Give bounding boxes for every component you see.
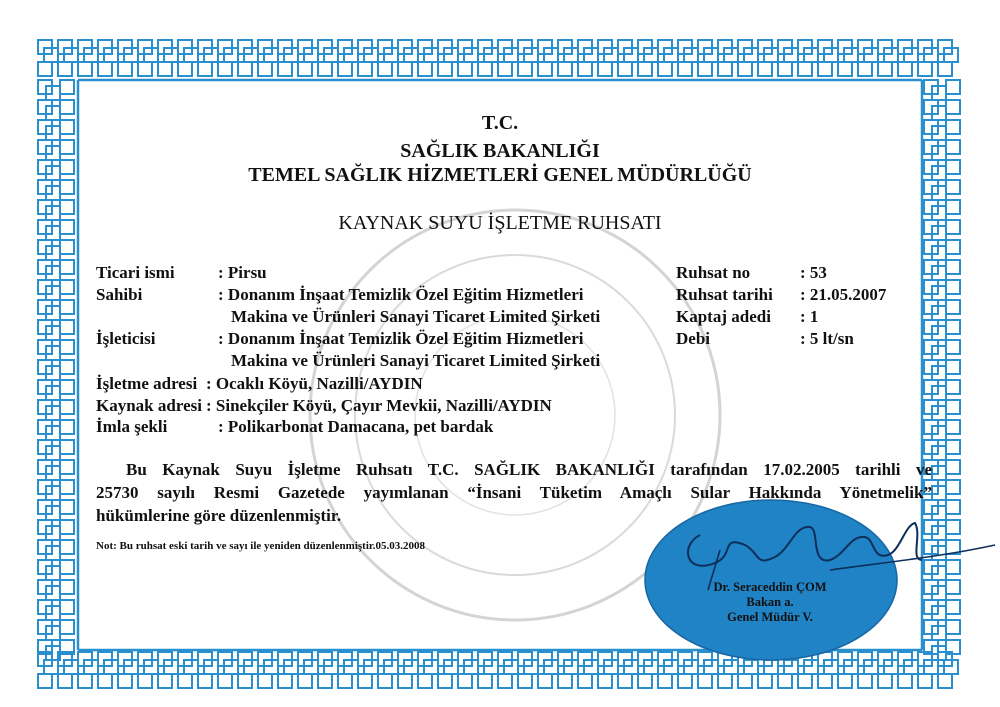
trade-name-label: Ticari ismi — [96, 263, 175, 282]
filling-type-value: : Polikarbonat Damacana, pet bardak — [218, 417, 494, 436]
flow-rate-value: : 5 lt/sn — [800, 329, 854, 348]
license-no-label: Ruhsat no — [676, 263, 751, 282]
ministry-heading: SAĞLIK BAKANLIĞI — [400, 140, 600, 162]
signatory-title: Bakan a. — [746, 595, 794, 609]
operator-value-line2: Makina ve Ürünleri Sanayi Ticaret Limited Şirketi — [231, 351, 601, 370]
flow-rate-label: Debi — [676, 329, 710, 348]
operator-label: İşleticisi — [96, 329, 156, 348]
reissue-note: Not: Bu ruhsat eski tarih ve sayı ile yeniden düzenlenmiştir.05.03.2008 — [96, 540, 425, 552]
plant-address-value: : Ocaklı Köyü, Nazilli/AYDIN — [206, 374, 423, 393]
license-no-value: : 53 — [800, 263, 827, 282]
trade-name-value: : Pirsu — [218, 263, 267, 282]
country-heading: T.C. — [481, 112, 519, 134]
directorate-heading: TEMEL SAĞLIK HİZMETLERİ GENEL MÜDÜRLÜĞÜ — [248, 164, 752, 186]
tap-count-value: : 1 — [800, 307, 819, 326]
signatory-name: Dr. Seraceddin ÇOM — [713, 580, 827, 594]
plant-address-label: İşletme adresi — [96, 374, 198, 393]
owner-value-line1: : Donanım İnşaat Temizlik Özel Eğitim Hizmetleri — [218, 285, 584, 304]
signatory-position: Genel Müdür V. — [727, 610, 813, 624]
body-line-3: hükümlerine göre düzenlenmiştir. — [96, 506, 342, 525]
owner-value-line2: Makina ve Ürünleri Sanayi Ticaret Limited Şirketi — [231, 307, 601, 326]
operator-value-line1: : Donanım İnşaat Temizlik Özel Eğitim Hizmetleri — [218, 329, 584, 348]
source-address-label: Kaynak adresi — [96, 396, 202, 415]
owner-label: Sahibi — [96, 285, 143, 304]
license-date-value: : 21.05.2007 — [800, 285, 887, 304]
body-line-1: Bu Kaynak Suyu İşletme Ruhsatı T.C. SAĞLIK BAKANLIĞI tarafından 17.02.2005 tarihli ve — [126, 460, 932, 479]
tap-count-label: Kaptaj adedi — [676, 307, 771, 326]
body-line-2: 25730 sayılı Resmi Gazetede yayımlanan “İnsani Tüketim Amaçlı Sular Hakkında Yönetmelik” — [96, 483, 932, 502]
filling-type-label: İmla şekli — [96, 417, 168, 436]
source-address-value: : Sinekçiler Köyü, Çayır Mevkii, Nazilli/AYDIN — [206, 396, 552, 415]
document-title: KAYNAK SUYU İŞLETME RUHSATI — [338, 212, 662, 234]
license-date-label: Ruhsat tarihi — [676, 285, 773, 304]
